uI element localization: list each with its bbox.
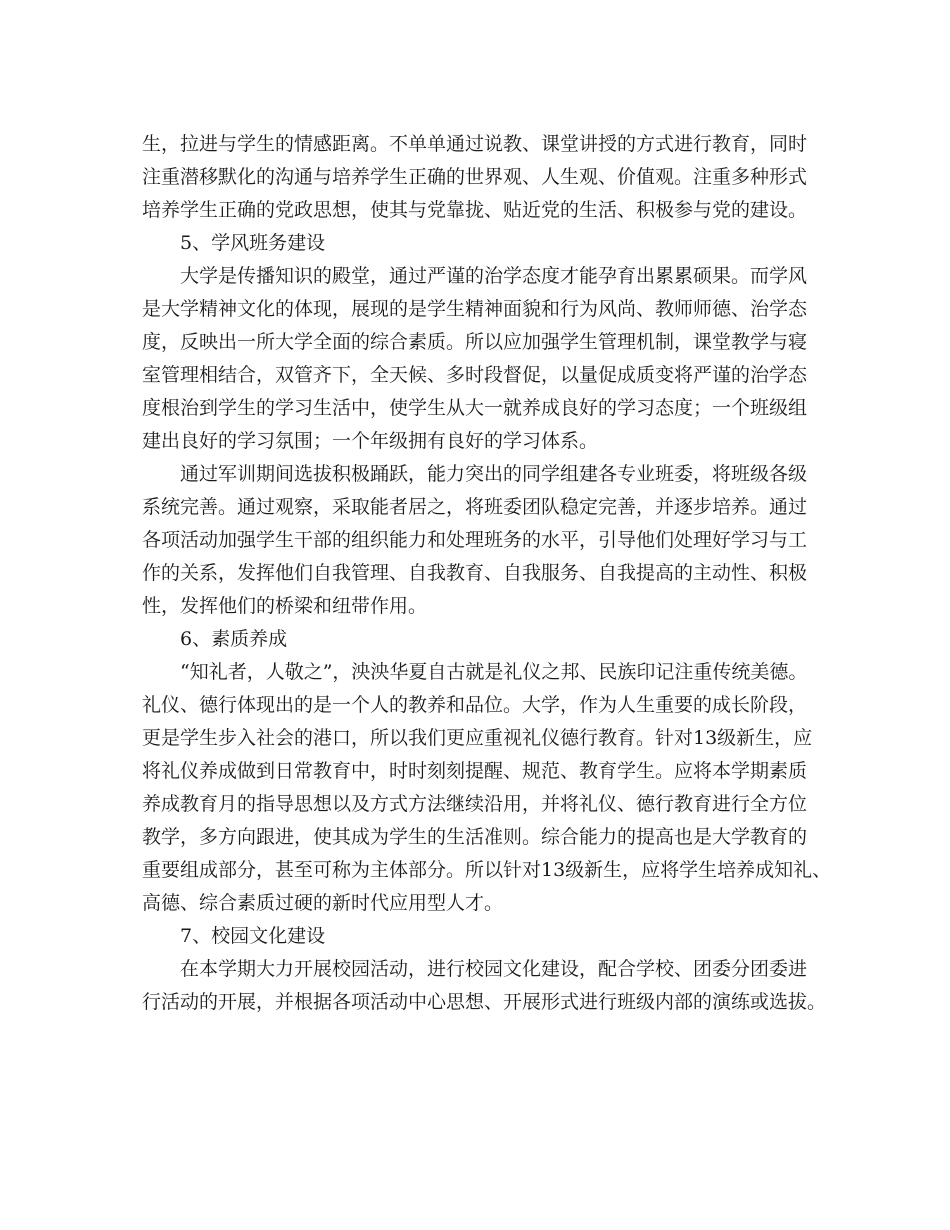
paragraph-line: 更是学生步入社会的港口，所以我们更应重视礼仪德行教育。针对13级新生，应: [142, 727, 813, 749]
paragraph-line: 性，发挥他们的桥梁和纽带作用。: [142, 595, 428, 617]
paragraph-line: 通过军训期间选拔积极踊跃，能力突出的同学组建各专业班委，将班级各级: [180, 463, 808, 485]
paragraph-line: 各项活动加强学生干部的组织能力和处理班务的水平，引导他们处理好学习与工: [142, 529, 808, 551]
paragraph-line: 生，拉进与学生的情感距离。不单单通过说教、课堂讲授的方式进行教育，同时: [142, 133, 808, 155]
paragraph-line: 培养学生正确的党政思想，使其与党靠拢、贴近党的生活、积极参与党的建设。: [142, 199, 808, 221]
paragraph-line: 室管理相结合，双管齐下，全天候、多时段督促，以量促成质变将严谨的治学态: [142, 364, 808, 386]
paragraph-line: 建出良好的学习氛围；一个年级拥有良好的学习体系。: [142, 430, 599, 452]
paragraph-line: 养成教育月的指导思想以及方式方法继续沿用，并将礼仪、德行教育进行全方位: [142, 793, 808, 815]
paragraph-line: 行活动的开展，并根据各项活动中心思想、开展形式进行班级内部的演练或选拔。: [142, 991, 827, 1013]
paragraph-line: 将礼仪养成做到日常教育中，时时刻刻提醒、规范、教育学生。应将本学期素质: [142, 760, 808, 782]
paragraph-line: “知礼者，人敬之”，泱泱华夏自古就是礼仪之邦、民族印记注重传统美德。: [180, 661, 808, 683]
paragraph-line: 重要组成部分，甚至可称为主体部分。所以针对13级新生，应将学生培养成知礼、: [142, 859, 832, 881]
paragraph-line: 教学，多方向跟进，使其成为学生的生活准则。综合能力的提高也是大学教育的: [142, 826, 808, 848]
paragraph-line: 系统完善。通过观察，采取能者居之，将班委团队稳定完善，并逐步培养。通过: [142, 496, 808, 518]
document-body: [142, 128, 832, 1019]
paragraph-line: 高德、综合素质过硬的新时代应用型人才。: [142, 892, 504, 914]
paragraph-line: 度，反映出一所大学全面的综合素质。所以应加强学生管理机制，课堂教学与寝: [142, 331, 808, 353]
paragraph-line: 在本学期大力开展校园活动，进行校园文化建设，配合学校、团委分团委进: [180, 958, 808, 980]
paragraph-line: 大学是传播知识的殿堂，通过严谨的治学态度才能孕育出累累硕果。而学风: [180, 265, 808, 287]
paragraph-line: 注重潜移默化的沟通与培养学生正确的世界观、人生观、价值观。注重多种形式: [142, 166, 808, 188]
paragraph-line: 礼仪、德行体现出的是一个人的教养和品位。大学，作为人生重要的成长阶段，: [142, 694, 808, 716]
paragraph-line: 度根治到学生的学习生活中，使学生从大一就养成良好的学习态度；一个班级组: [142, 397, 808, 419]
section-heading-6: 6、素质养成: [180, 628, 288, 650]
section-heading-5: 5、学风班务建设: [180, 232, 326, 254]
paragraph-line: 作的关系，发挥他们自我管理、自我教育、自我服务、自我提高的主动性、积极: [142, 562, 808, 584]
section-heading-7: 7、校园文化建设: [180, 925, 326, 947]
paragraph-line: 是大学精神文化的体现，展现的是学生精神面貌和行为风尚、教师师德、治学态: [142, 298, 808, 320]
